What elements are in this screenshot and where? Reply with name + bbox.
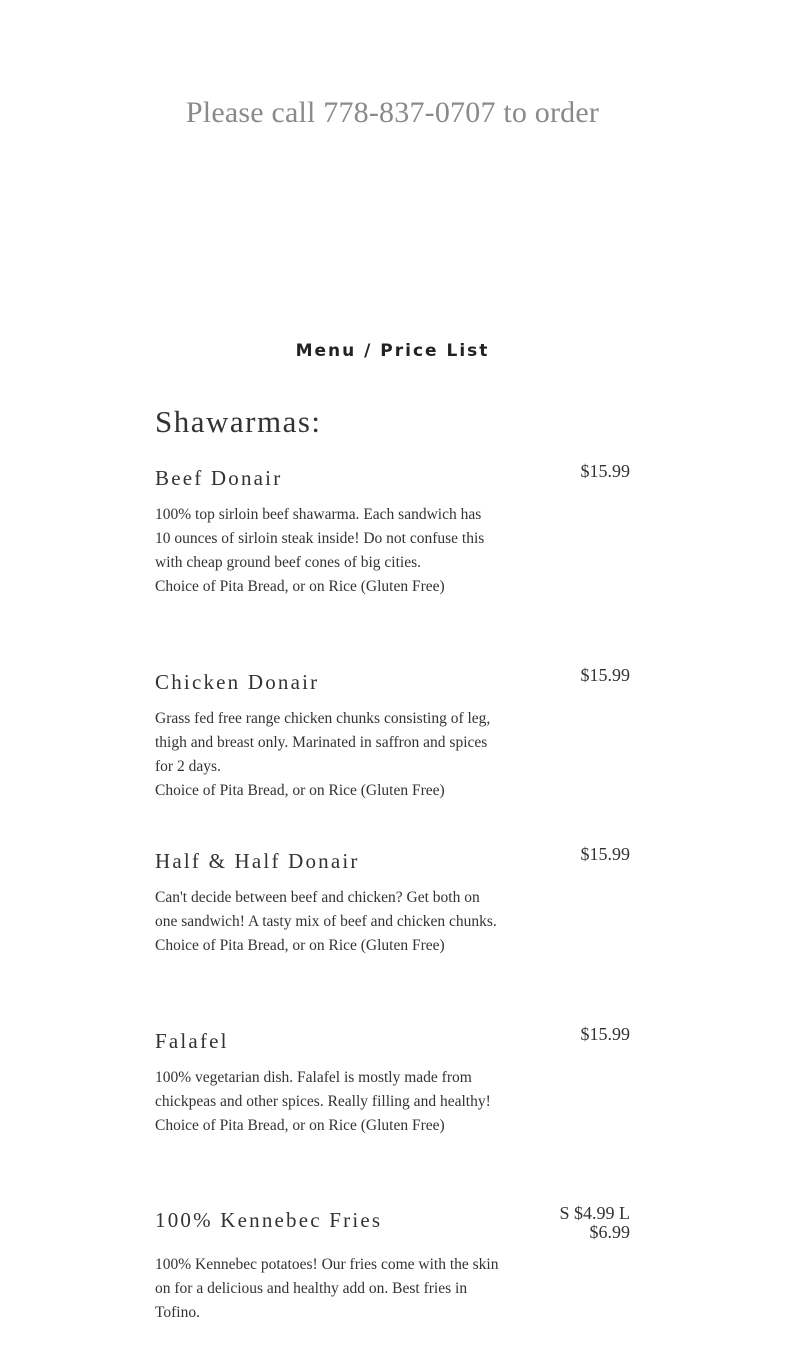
- item-name: 100% Kennebec Fries: [155, 1208, 383, 1232]
- item-name: Half & Half Donair: [155, 849, 360, 873]
- item-description: [155, 503, 500, 599]
- item-name: Falafel: [155, 1029, 229, 1053]
- item-description-text: 100% top sirloin beef shawarma. Each sandwich has 10 ounces of sirloin steak inside! Do not confuse this with cheap ground beef cones of big cities.: [155, 506, 485, 571]
- item-choice-text: Choice of Pita Bread, or on Rice (Gluten Free): [155, 937, 445, 954]
- item-price: S $4.99 L $6.99: [559, 1203, 630, 1242]
- item-description: [155, 707, 500, 803]
- item-price: $15.99: [580, 461, 630, 481]
- item-description-text: 100% vegetarian dish. Falafel is mostly made from chickpeas and other spices. Really filling and healthy!: [155, 1069, 491, 1110]
- item-choice-text: Choice of Pita Bread, or on Rice (Gluten Free): [155, 782, 445, 799]
- item-price: $15.99: [580, 1024, 630, 1044]
- item-description-text: Can't decide between beef and chicken? Get both on one sandwich! A tasty mix of beef and chicken chunks.: [155, 889, 497, 930]
- item-choice-text: Choice of Pita Bread, or on Rice (Gluten Free): [155, 1117, 445, 1134]
- item-description: [155, 1253, 500, 1325]
- item-choice-text: Choice of Pita Bread, or on Rice (Gluten Free): [155, 578, 445, 595]
- section-title-shawarmas: Shawarmas:: [155, 404, 322, 439]
- item-description-text: 100% Kennebec potatoes! Our fries come with the skin on for a delicious and healthy add on. Best fries in Tofino.: [155, 1256, 499, 1321]
- item-price: $15.99: [580, 665, 630, 685]
- item-price: $15.99: [580, 844, 630, 864]
- order-phone-banner: Please call 778-837-0707 to order: [185, 96, 600, 129]
- item-name: Chicken Donair: [155, 670, 320, 694]
- item-name: Beef Donair: [155, 466, 283, 490]
- menu-heading: Menu / Price List: [295, 341, 490, 361]
- item-description: [155, 886, 500, 958]
- item-description-text: Grass fed free range chicken chunks consisting of leg, thigh and breast only. Marinated in saffron and spices for 2 days.: [155, 710, 491, 775]
- item-description: [155, 1066, 500, 1138]
